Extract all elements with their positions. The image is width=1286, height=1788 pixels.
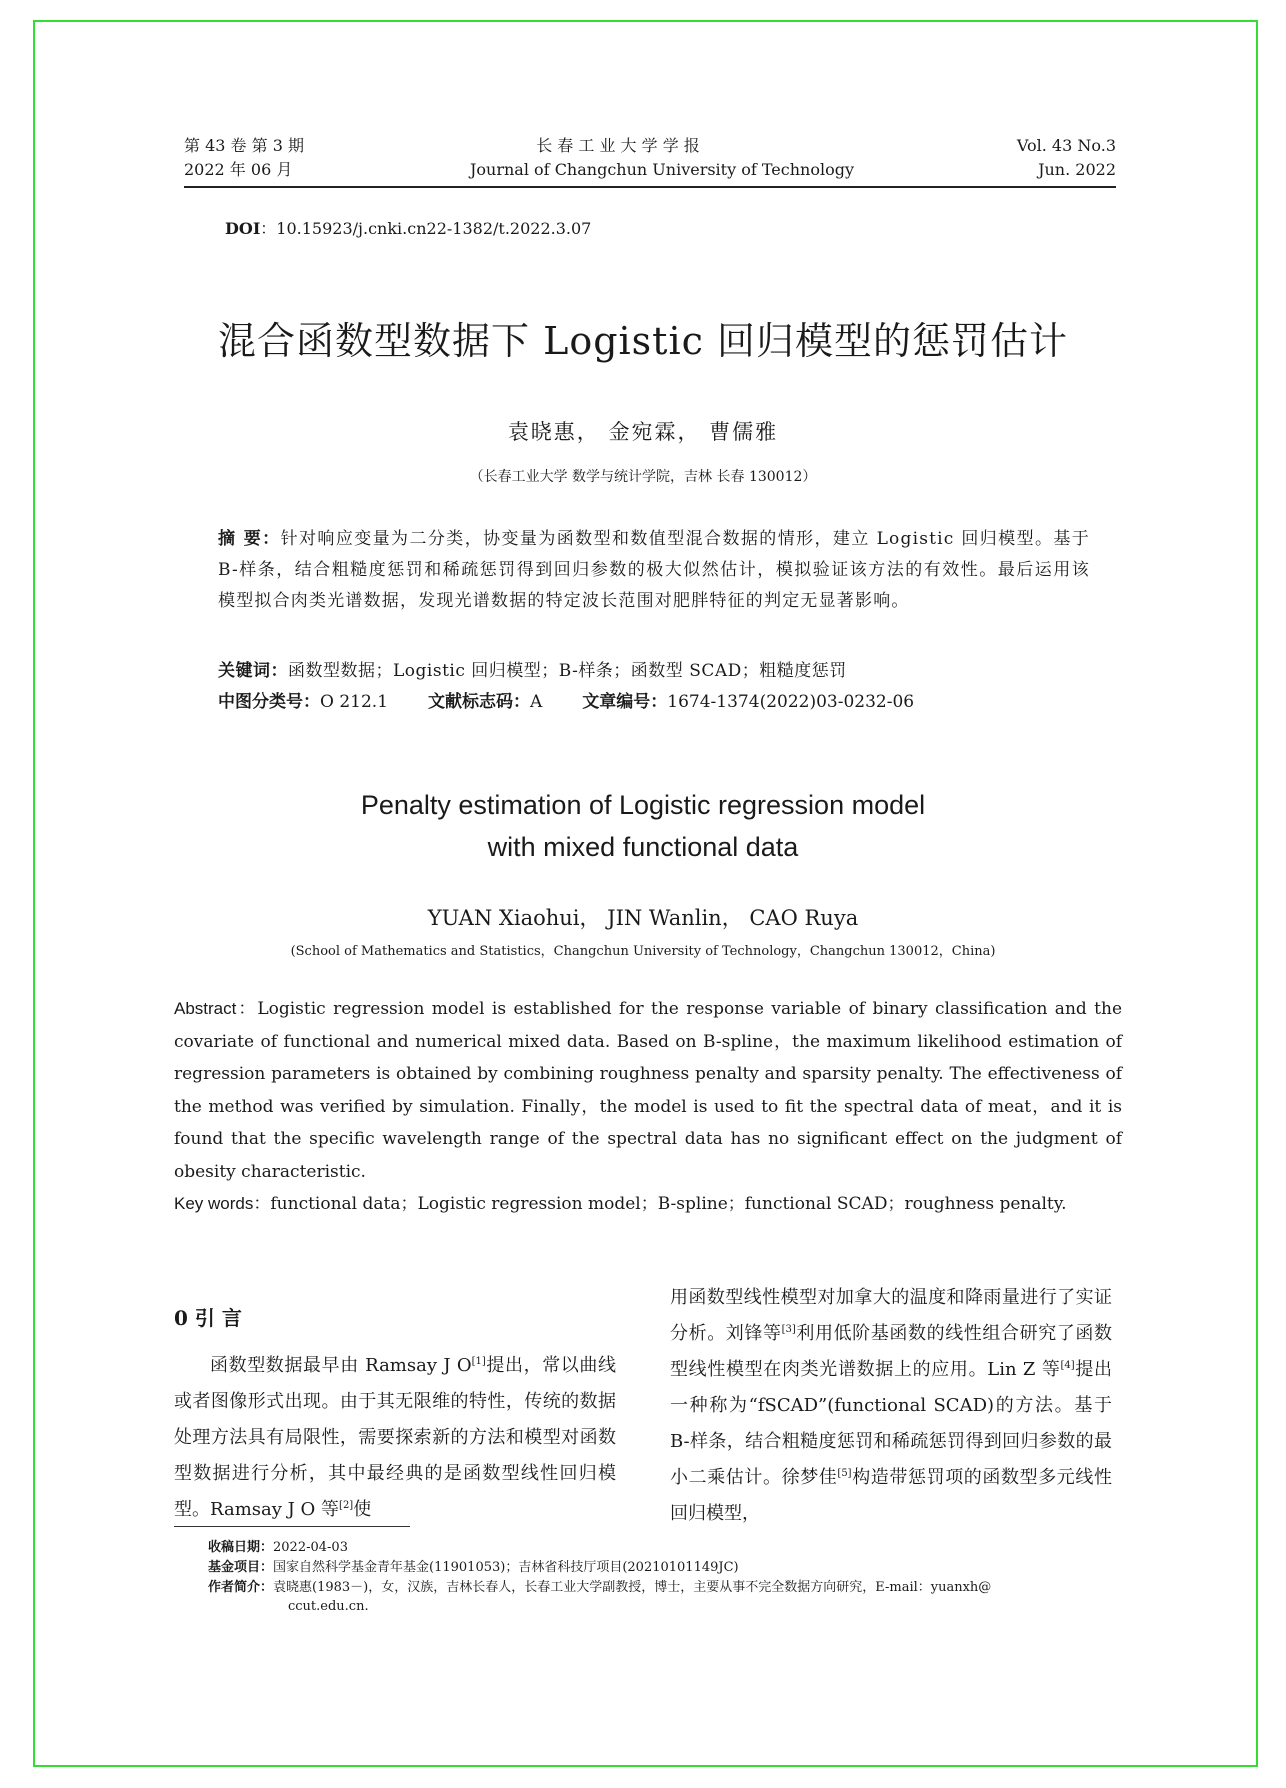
header-month: Jun. 2022 [1038, 160, 1116, 179]
fund-label: 基金项目： [208, 1560, 274, 1575]
body-column-left [174, 1348, 616, 1528]
keywords-en-label: Key words： [174, 1194, 271, 1213]
abstract-en-label: Abstract： [174, 999, 258, 1018]
body-right-text-4: 构造带惩罚项的函数型多元线性回归模型， [670, 1467, 1113, 1524]
keywords-cn-label: 关键词： [218, 661, 288, 681]
abstract-cn [218, 524, 1090, 617]
authors-cn: 袁晓惠， 金宛霖， 曹儒雅 [507, 420, 779, 444]
header-divider [184, 186, 1116, 188]
citation-2: [2] [339, 1500, 354, 1511]
paper-title-en-line1: Penalty estimation of Logistic regression model [360, 790, 926, 820]
abstract-en-text: Logistic regression model is established for the response variable of binary classification and the covariate of functional and numerical mixed data. Based on B-spline，the maximum likelihood estimation of regression parameters is obtained by combining roughness penalty and sparsity penalty. The effectiveness of the method was verified by simulation. Finally，the model is used to fit the spectral data of meat，and it is found that the specific wavelength range of the spectral data has no significant effect on the judgment of obesity characteristic. [174, 999, 1123, 1182]
keywords-cn [218, 656, 1090, 687]
article-no-label: 文章编号： [582, 692, 668, 712]
body-left-text-2: 提出，常以曲线或者图像形式出现。由于其无限维的特性，传统的数据处理方法具有局限性，需要探索新的方法和模型对函数型数据进行分析，其中最经典的是函数型线性回归模型。Ramsay J O 等 [174, 1355, 617, 1520]
body-right-text-2: 利用低阶基函数的线性组合研究了函数型线性模型在肉类光谱数据上的应用。Lin Z 等 [670, 1323, 1113, 1380]
citation-4: [4] [1060, 1360, 1075, 1371]
citation-3: [3] [781, 1324, 796, 1335]
keywords-cn-text: 函数型数据；Logistic 回归模型；B-样条；函数型 SCAD；粗糙度惩罚 [288, 661, 847, 681]
doc-code-label: 文献标志码： [428, 692, 531, 712]
body-right-text-3: 提出一种称为“fSCAD”(functional SCAD)的方法。基于 B-样条，结合粗糙度惩罚和稀疏惩罚得到回归参数的最小二乘估计。徐梦佳 [670, 1359, 1112, 1488]
doi-label: DOI [225, 219, 261, 238]
abstract-cn-text: 针对响应变量为二分类，协变量为函数型和数值型混合数据的情形，建立 Logistic 回归模型。基于 B-样条，结合粗糙度惩罚和稀疏惩罚得到回归参数的极大似然估计，模拟验证该方法的有效性。最后运用该模型拟合肉类光谱数据，发现光谱数据的特定波长范围对肥胖特征的判定无显著影响。 [218, 529, 1091, 611]
citation-5: [5] [837, 1468, 852, 1479]
header-volume-issue: 第 43 卷 第 3 期 [184, 136, 304, 155]
fund-value: 国家自然科学基金青年基金(11901053)；吉林省科技厅项目(20210101149JC) [273, 1560, 739, 1575]
article-no-value: 1674-1374(2022)03-0232-06 [667, 692, 915, 712]
received-label: 收稿日期： [208, 1540, 274, 1555]
body-column-right [670, 1280, 1112, 1532]
doi [225, 216, 591, 239]
body-left-text-3: 使 [353, 1499, 372, 1520]
doi-value: ：10.15923/j.cnki.cn22-1382/t.2022.3.07 [260, 219, 592, 238]
header-journal-cn: 长 春 工 业 大 学 学 报 [536, 136, 700, 155]
keywords-en-text: functional data；Logistic regression model；B-spline；functional SCAD；roughness penalty. [270, 1194, 1067, 1214]
paper-title-cn: 混合函数型数据下 Logistic 回归模型的惩罚估计 [218, 319, 1068, 363]
clc-value: O 212.1 [320, 692, 389, 712]
classification-row [218, 687, 1090, 718]
keywords-en [174, 1188, 1122, 1221]
header-journal-name [470, 134, 854, 182]
affiliation-cn: （长春工业大学 数学与统计学院，吉林 长春 130012） [469, 469, 817, 485]
body-right-text-1: 用函数型线性模型对加拿大的温度和降雨量进行了实证分析。刘锋等 [670, 1287, 1112, 1344]
footnote-author-bio [208, 1578, 1128, 1616]
received-value: 2022-04-03 [273, 1540, 348, 1555]
footnote-funding [208, 1558, 1128, 1577]
header-journal-en: Journal of Changchun University of Technology [470, 160, 854, 179]
header-date: 2022 年 06 月 [184, 160, 293, 179]
authors-en: YUAN Xiaohui， JIN Wanlin， CAO Ruya [427, 906, 859, 930]
paper-title-en [150, 784, 1136, 868]
author-bio-email-cont: ccut.edu.cn. [288, 1599, 369, 1614]
header-issue-info [184, 134, 304, 182]
abstract-en [174, 993, 1122, 1188]
footnote-received [208, 1538, 1128, 1557]
author-bio-value: 袁晓惠(1983－)，女，汉族，吉林长春人，长春工业大学副教授，博士，主要从事不完全数据方向研究，E-mail：yuanxh@ [273, 1580, 992, 1595]
body-left-text-1: 函数型数据最早由 Ramsay J O [210, 1355, 472, 1376]
header-vol-no: Vol. 43 No.3 [1016, 136, 1116, 155]
affiliation-en: (School of Mathematics and Statistics，Changchun University of Technology，Changchun 130012，China) [290, 944, 996, 959]
header-volume-info [986, 134, 1116, 182]
paper-title-en-line2: with mixed functional data [487, 832, 799, 862]
clc-label: 中图分类号： [218, 692, 320, 712]
citation-1: [1] [471, 1356, 486, 1367]
section-heading: 0 引 言 [174, 1306, 242, 1330]
footnote-divider [174, 1526, 410, 1527]
doc-code-value: A [530, 692, 543, 712]
author-bio-label: 作者简介： [208, 1580, 274, 1595]
abstract-cn-label: 摘 要： [218, 529, 281, 549]
